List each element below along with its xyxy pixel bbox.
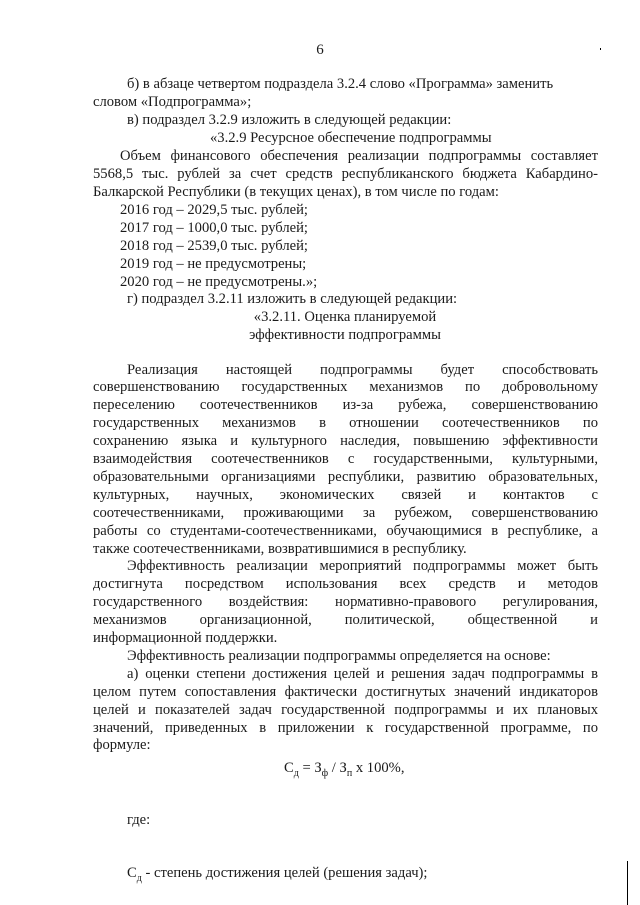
paragraph-line: Реализация настоящей подпрограммы будет способствовать bbox=[127, 362, 598, 378]
year-item: 2020 год – не предусмотрены.»; bbox=[120, 274, 318, 290]
section-heading: эффективности подпрограммы bbox=[249, 327, 441, 343]
paragraph-line: соотечественниками, проживающими за рубежом, совершенствованию bbox=[93, 505, 598, 521]
paragraph-line: целей и показателей задач государственной подпрограммы и их плановых bbox=[93, 702, 598, 718]
year-item: 2017 год – 1000,0 тыс. рублей; bbox=[120, 220, 308, 236]
year-item: 2018 год – 2539,0 тыс. рублей; bbox=[120, 238, 308, 254]
paragraph-line: совершенствованию государственных механизмов по добровольному bbox=[93, 379, 598, 395]
paragraph-line: 5568,5 тыс. рублей за счет средств республиканского бюджета Кабардино- bbox=[93, 166, 598, 182]
paragraph-line: образовательными организациями республики, развитию образовательных, bbox=[93, 469, 598, 485]
scan-speck bbox=[600, 48, 601, 50]
paragraph-line: государственных механизмов в отношении соотечественников по bbox=[93, 415, 598, 431]
paragraph-line: переселению соотечественников из-за рубежа, совершенствованию bbox=[93, 397, 598, 413]
paragraph-line: взаимодействия соотечественников с государственными, культурными, bbox=[93, 451, 598, 467]
paragraph-line: Эффективность реализации подпрограммы определяется на основе: bbox=[127, 648, 551, 664]
paragraph-line: работы со студентами-соотечественниками, обучающимися в республике, а bbox=[93, 523, 598, 539]
scan-edge-line bbox=[627, 861, 628, 905]
section-heading: «3.2.11. Оценка планируемой bbox=[253, 309, 437, 325]
where-label: где: bbox=[127, 812, 151, 828]
paragraph-line: в) подраздел 3.2.9 изложить в следующей редакции: bbox=[127, 112, 452, 128]
paragraph-line: сохранению языка и культурного наследия, повышению эффективности bbox=[93, 433, 598, 449]
paragraph-line: государственного воздействия: нормативно-правового регулирования, bbox=[93, 594, 598, 610]
page-number: 6 bbox=[316, 42, 324, 58]
formula: $С_д = З_ф / З_п$ х 100%, bbox=[284, 760, 405, 779]
paragraph-line: Балкарской Республики (в текущих ценах), в том числе по годам: bbox=[93, 184, 499, 200]
paragraph-line: словом «Подпрограмма»; bbox=[93, 94, 252, 110]
paragraph-line: а) оценки степени достижения целей и решения задач подпрограммы в bbox=[127, 666, 598, 682]
definition-line: $С_д$ - степень достижения целей (решения задач); bbox=[127, 865, 428, 884]
paragraph-line: механизмов организационной, политической, общественной и bbox=[93, 612, 598, 628]
paragraph-line: целом путем сопоставления фактически достигнутых значений индикаторов bbox=[93, 684, 598, 700]
paragraph-line: также соотечественниками, возвратившимися в республику. bbox=[93, 541, 467, 557]
paragraph-line: значений, приведенных в приложении к государственной программе, по bbox=[93, 720, 598, 736]
paragraph-line: информационной поддержки. bbox=[93, 630, 278, 646]
paragraph-line: культурных, научных, экономических связей и контактов с bbox=[93, 487, 598, 503]
year-item: 2016 год – 2029,5 тыс. рублей; bbox=[120, 202, 308, 218]
paragraph-line: б) в абзаце четвертом подраздела 3.2.4 слово «Программа» заменить bbox=[127, 76, 554, 92]
year-item: 2019 год – не предусмотрены; bbox=[120, 256, 307, 272]
paragraph-line: достигнута посредством использования всех средств и методов bbox=[93, 576, 598, 592]
paragraph-line: Объем финансового обеспечения реализации подпрограммы составляет bbox=[120, 148, 598, 164]
section-heading: «3.2.9 Ресурсное обеспечение подпрограммы bbox=[210, 130, 492, 146]
paragraph-line: формуле: bbox=[93, 737, 151, 753]
paragraph-line: Эффективность реализации мероприятий подпрограммы может быть bbox=[127, 558, 598, 574]
paragraph-line: г) подраздел 3.2.11 изложить в следующей редакции: bbox=[127, 291, 458, 307]
